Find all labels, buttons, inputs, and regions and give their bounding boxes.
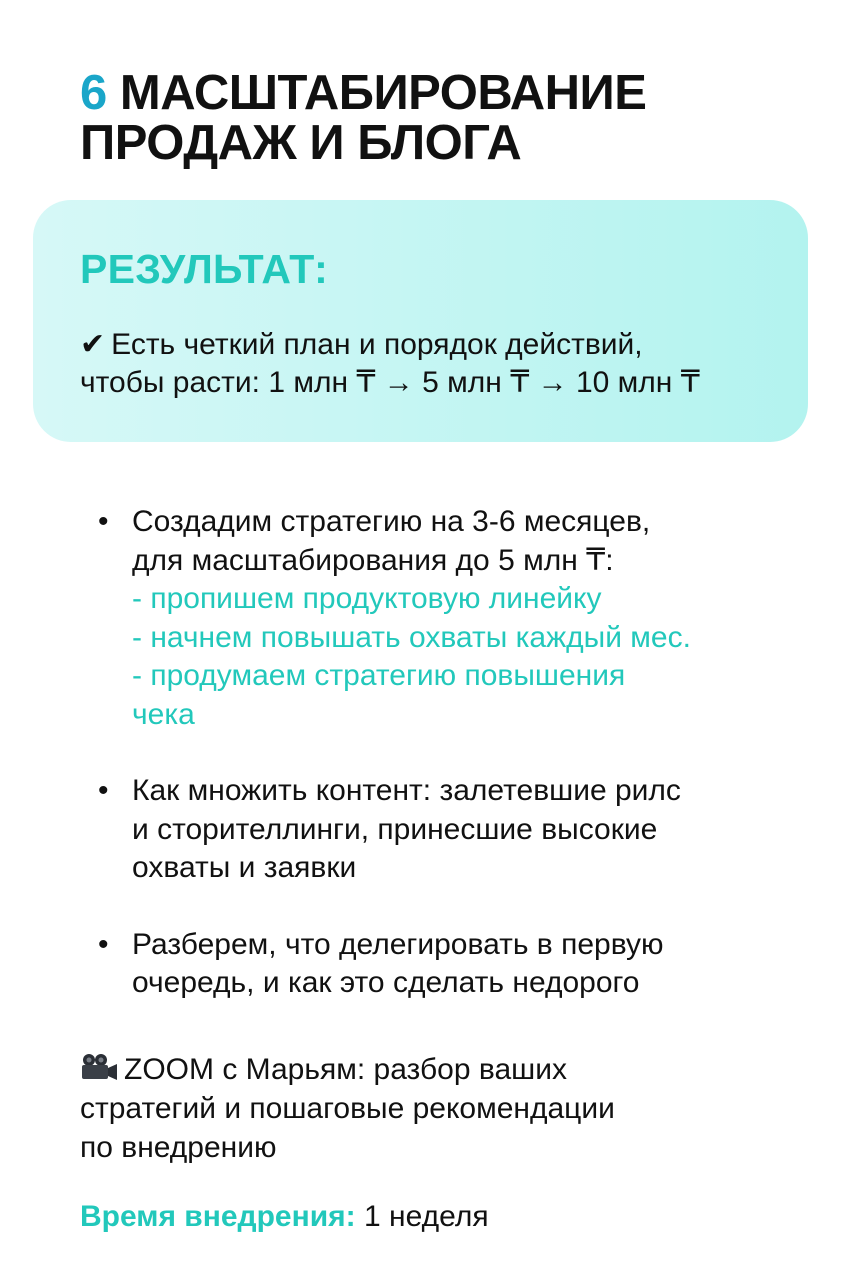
bullet-text: Как множить контент: залетевшие рилс [132,774,681,807]
zoom-line-1: ZOOM с Марьям: разбор ваших [124,1053,567,1086]
page-title [80,68,646,168]
check-icon: ✔ [80,328,106,361]
title-line-2: ПРОДАЖ И БЛОГА [80,116,522,170]
zoom-line-3: по внедрению [80,1131,277,1164]
bullet-text: Создадим стратегию на 3-6 месяцев, [132,505,651,538]
sub-item: - пропишем продуктовую линейку [132,582,602,615]
sub-item: - продумаем стратегию повышения [132,659,626,692]
bullet-text: охваты и заявки [132,851,357,884]
result-line-2: чтобы расти: 1 млн ₸ → 5 млн ₸ → 10 млн ₸ [80,366,700,399]
result-title: РЕЗУЛЬТАТ: [80,246,329,292]
bullet-text: и сторителлинги, принесшие высокие [132,812,658,846]
bullet-text: для масштабирования до 5 млн ₸: [132,543,614,577]
list-item [98,772,818,888]
sub-item: чека [132,697,195,731]
camera-icon [80,1053,118,1083]
bullet-icon: • [98,927,109,961]
bullet-list [98,503,818,1041]
zoom-line-2: стратегий и пошаговые рекомендации [80,1092,615,1125]
time-value: 1 неделя [364,1200,489,1233]
time-label: Время внедрения: [80,1200,356,1233]
section-number: 6 [80,66,107,120]
implementation-time [80,1198,489,1236]
bullet-text: Разберем, что делегировать в первую [132,927,664,961]
bullet-icon: • [98,505,109,538]
list-item [98,503,818,734]
sub-item: - начнем повышать охваты каждый мес. [132,620,691,654]
result-line-1: Есть четкий план и порядок действий, [111,328,643,361]
zoom-note [80,1050,780,1167]
result-text [80,326,780,402]
result-card [33,200,808,442]
list-item [98,926,818,1003]
bullet-icon: • [98,774,109,807]
bullet-text: очередь, и как это сделать недорого [132,966,640,999]
title-line-1: МАСШТАБИРОВАНИЕ [119,66,647,120]
